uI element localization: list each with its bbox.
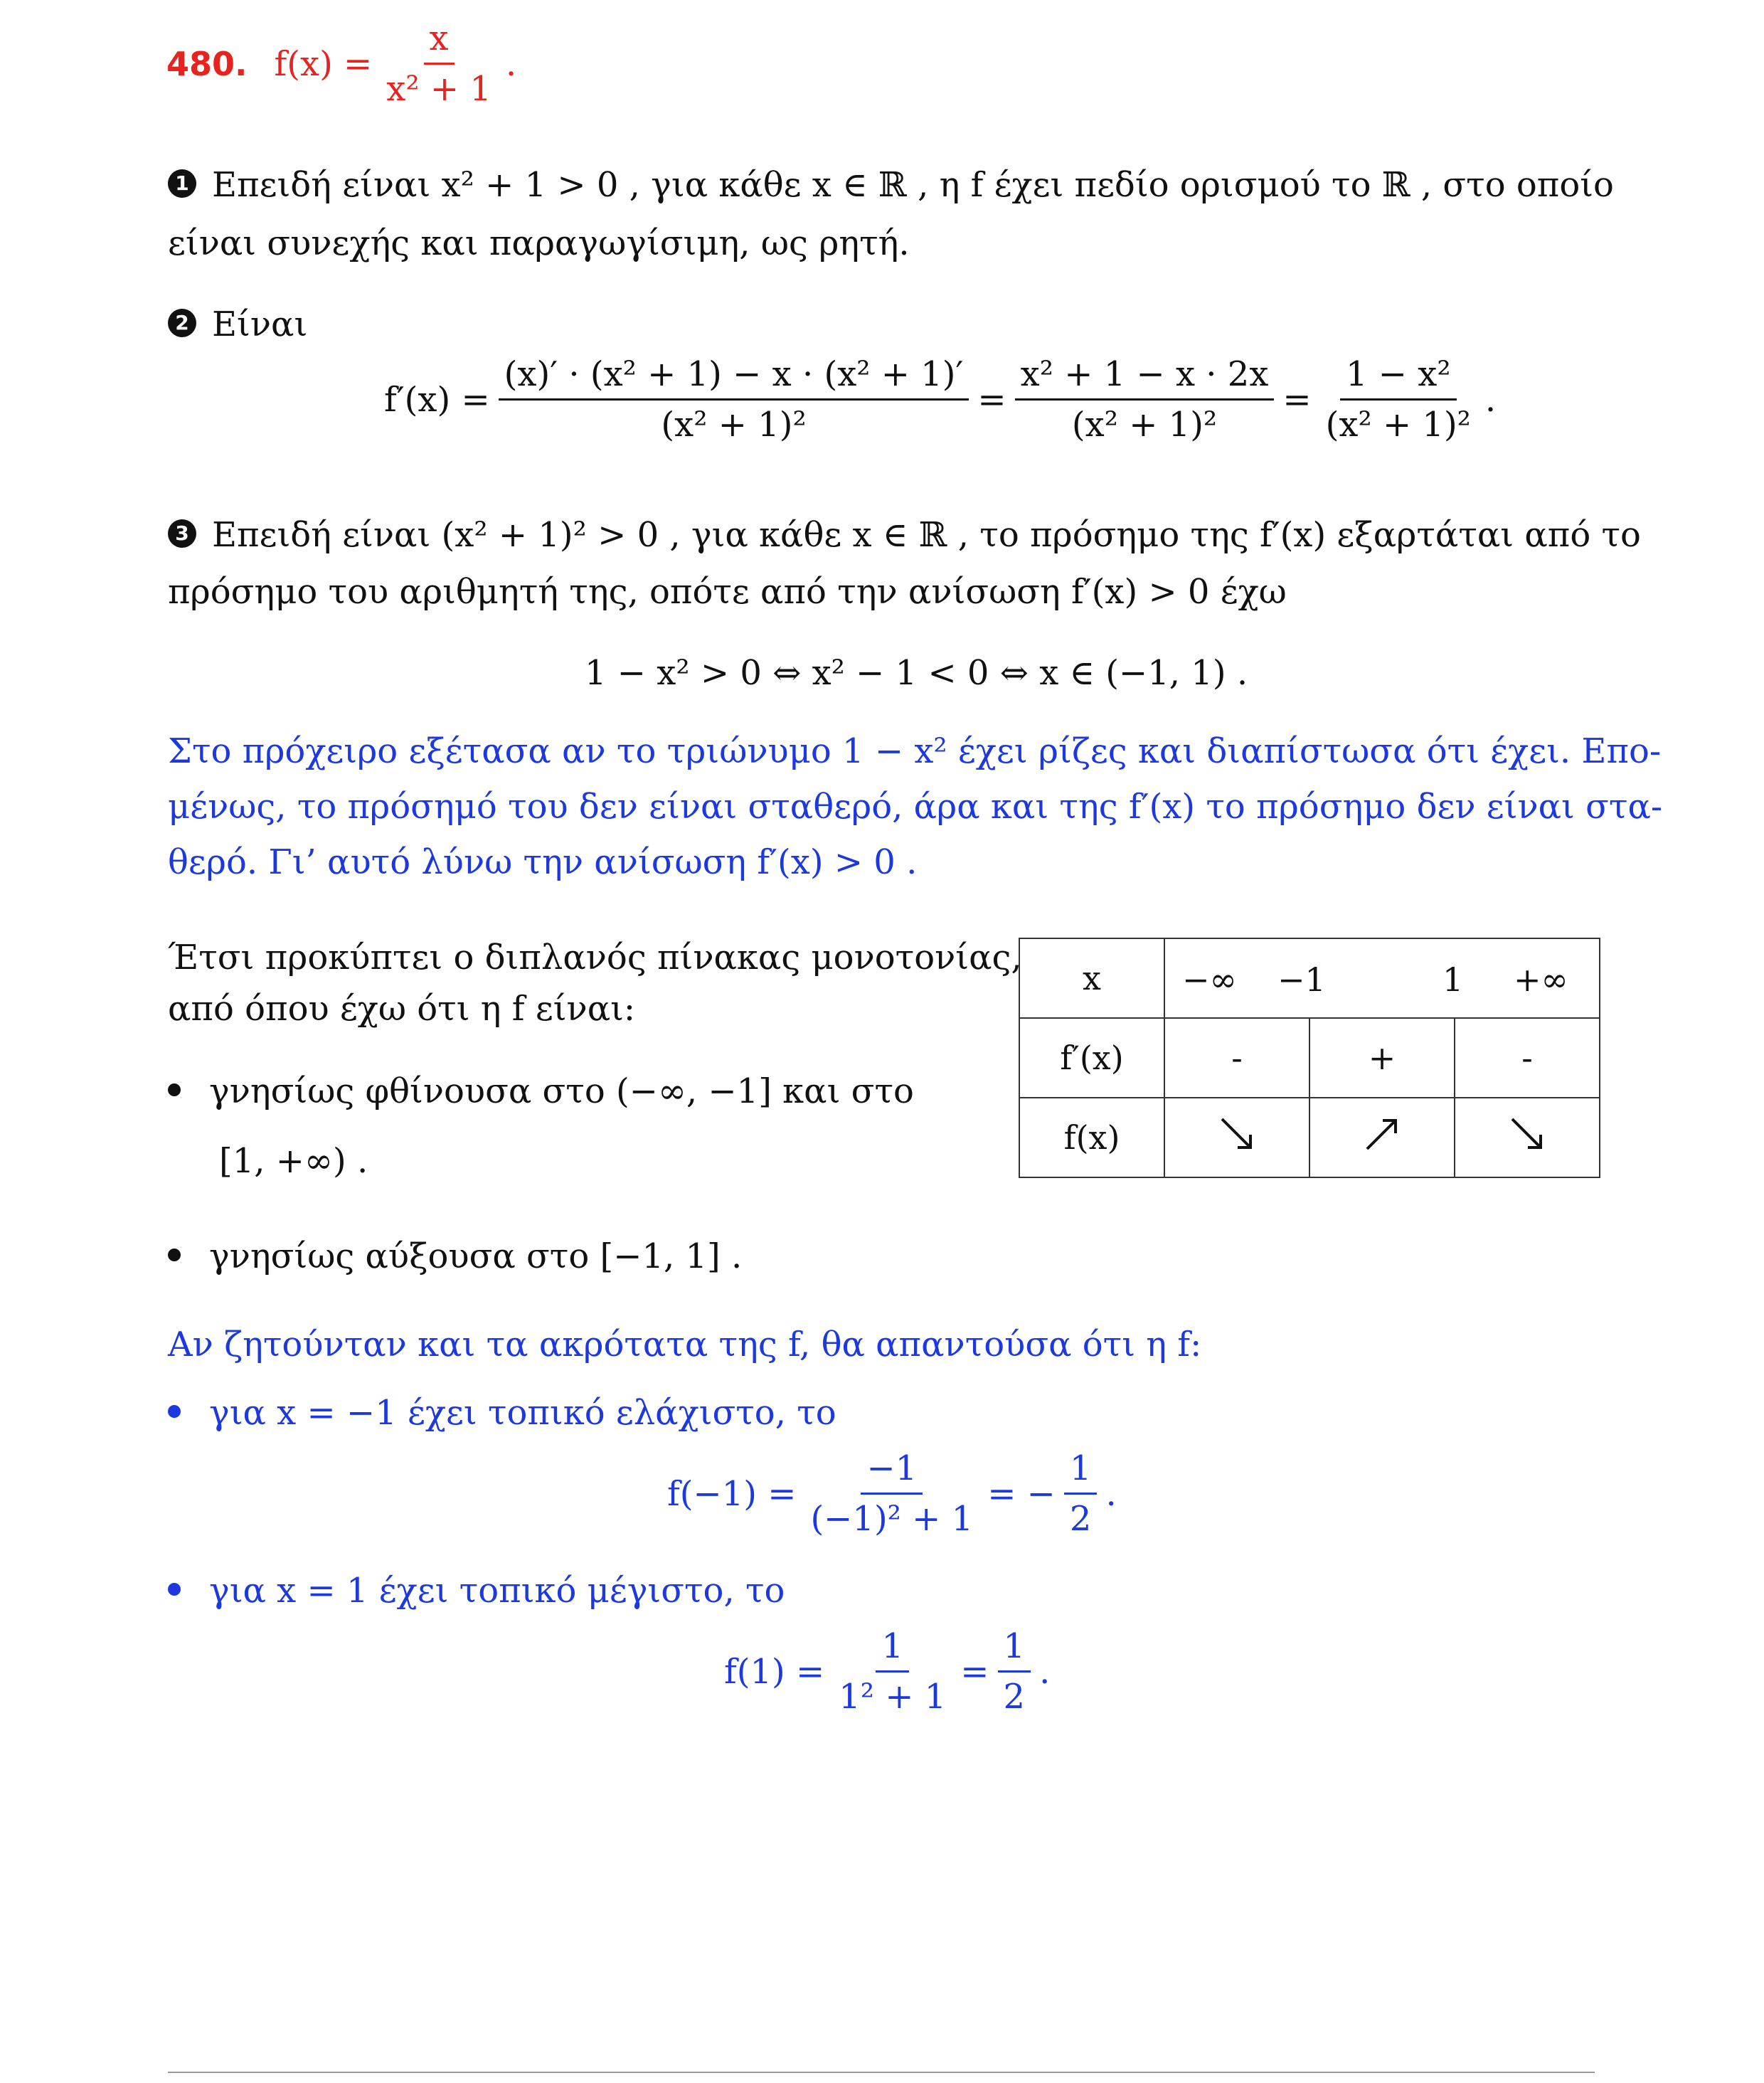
derivative-period: . xyxy=(1484,379,1497,420)
inequality-solution: 1 − x² > 0 ⇔ x² − 1 < 0 ⇔ x ∈ (−1, 1) . xyxy=(585,653,1248,693)
min-numerator: −1 xyxy=(861,1451,923,1495)
trend-cell xyxy=(1455,1098,1600,1177)
fraction-1-numerator: (x)′ · (x² + 1) − x · (x² + 1)′ xyxy=(499,357,969,401)
step1-badge: 1 xyxy=(168,169,196,198)
equals-sign: = xyxy=(1282,379,1312,420)
maximum-equation xyxy=(724,1626,1051,1717)
sign-cell: - xyxy=(1164,1018,1309,1098)
function-denominator: x² + 1 xyxy=(386,69,492,109)
monotonicity-line1: Έτσι προκύπτει ο διπλανός πίνακας μονοτονίας, xyxy=(168,938,1022,977)
table-header-x: x xyxy=(1019,938,1164,1018)
table-header-fprime: f′(x) xyxy=(1019,1018,1164,1098)
fraction-3-numerator: 1 − x² xyxy=(1340,357,1457,401)
monotonicity-table xyxy=(1019,938,1600,1178)
max-period: . xyxy=(1039,1651,1051,1692)
step3-text1: Επειδή είναι (x² + 1)² > 0 , για κάθε x ∈ ℝ , το πρόσημο της f′(x) εξαρτάται από το xyxy=(212,515,1641,555)
decreasing-item xyxy=(168,1071,914,1111)
max-result-fraction xyxy=(998,1626,1031,1717)
bullet-icon xyxy=(168,1583,181,1596)
bullet-icon xyxy=(168,1405,181,1418)
derivative-fraction-2 xyxy=(1015,354,1275,445)
max-result-denominator: 2 xyxy=(1003,1677,1026,1717)
footer-divider xyxy=(168,2072,1595,2073)
x-value-one: 1 xyxy=(1442,960,1464,999)
min-equals: = − xyxy=(987,1473,1056,1514)
max-numerator: 1 xyxy=(876,1629,909,1673)
min-fraction xyxy=(804,1448,979,1539)
function-numerator: x xyxy=(424,21,455,65)
fraction-1-denominator: (x² + 1)² xyxy=(661,405,807,445)
monotonicity-line2: από όπου έχω ότι η f είναι: xyxy=(168,989,636,1029)
fraction-2-numerator: x² + 1 − x · 2x xyxy=(1015,357,1275,401)
max-result-numerator: 1 xyxy=(998,1629,1031,1673)
header-period: . xyxy=(505,43,517,84)
trend-cell xyxy=(1164,1098,1309,1177)
problem-number: 480. xyxy=(166,44,248,83)
increasing-text: γνησίως αύξουσα στο [−1, 1] . xyxy=(209,1236,743,1276)
step2-badge: 2 xyxy=(168,309,196,337)
table-row-f xyxy=(1019,1098,1600,1177)
sign-cell: + xyxy=(1309,1018,1455,1098)
min-result-denominator: 2 xyxy=(1069,1499,1092,1539)
table-header-f: f(x) xyxy=(1019,1098,1164,1177)
x-value-neg-inf: −∞ xyxy=(1182,960,1237,999)
note-line3: θερό. Γι’ αυτό λύνω την ανίσωση f′(x) > 0 . xyxy=(168,842,918,882)
step1-line2: είναι συνεχής και παραγωγίσιμη, ως ρητή. xyxy=(168,223,910,263)
minimum-equation xyxy=(667,1448,1117,1539)
minimum-item xyxy=(168,1393,836,1433)
minimum-text: για x = −1 έχει τοπικό ελάχιστο, το xyxy=(209,1393,836,1433)
arrow-down-right-icon xyxy=(1502,1109,1552,1159)
min-result-numerator: 1 xyxy=(1064,1451,1098,1495)
max-denominator: 1² + 1 xyxy=(839,1677,947,1717)
max-lhs: f(1) = xyxy=(724,1651,825,1692)
extrema-intro: Αν ζητούνταν και τα ακρότατα της f, θα απαντούσα ότι η f: xyxy=(168,1325,1202,1364)
sign-cell: - xyxy=(1455,1018,1600,1098)
table-x-values xyxy=(1164,938,1600,1018)
fraction-2-denominator: (x² + 1)² xyxy=(1071,405,1218,445)
min-result-fraction xyxy=(1064,1448,1098,1539)
derivative-equation xyxy=(384,354,1497,445)
step2-intro: Είναι xyxy=(212,304,308,344)
step1-line1 xyxy=(168,165,1614,205)
problem-header xyxy=(166,18,517,109)
x-value-pos-inf: +∞ xyxy=(1514,960,1568,999)
function-fraction xyxy=(381,18,497,109)
fraction-3-denominator: (x² + 1)² xyxy=(1325,405,1471,445)
bullet-icon xyxy=(168,1083,181,1096)
function-definition: f(x) = xyxy=(274,43,373,84)
table-row-x xyxy=(1019,938,1600,1018)
decreasing-item-cont: [1, +∞) . xyxy=(219,1141,368,1181)
equals-sign: = xyxy=(977,379,1006,420)
min-period: . xyxy=(1105,1473,1117,1514)
derivative-lhs: f′(x) = xyxy=(384,379,490,420)
min-denominator: (−1)² + 1 xyxy=(810,1499,974,1539)
step3-line1 xyxy=(168,515,1641,555)
note-line1: Στο πρόχειρο εξέτασα αν το τριώνυμο 1 − x² έχει ρίζες και διαπίστωσα ότι έχει. Επο- xyxy=(168,731,1662,771)
trend-cell xyxy=(1309,1098,1455,1177)
derivative-fraction-3 xyxy=(1320,354,1477,445)
max-equals: = xyxy=(960,1651,989,1692)
table-row-fprime xyxy=(1019,1018,1600,1098)
arrow-down-right-icon xyxy=(1212,1109,1262,1159)
step2-intro-line xyxy=(168,304,308,344)
step1-text1: Επειδή είναι x² + 1 > 0 , για κάθε x ∈ ℝ , η f έχει πεδίο ορισμού το ℝ , στο οποίο xyxy=(212,165,1614,205)
increasing-item xyxy=(168,1236,743,1276)
x-value-neg-one: −1 xyxy=(1277,960,1326,999)
step3-line2: πρόσημο του αριθμητή της, οπότε από την ανίσωση f′(x) > 0 έχω xyxy=(168,572,1287,612)
min-lhs: f(−1) = xyxy=(667,1473,797,1514)
maximum-item xyxy=(168,1571,785,1611)
maximum-text: για x = 1 έχει τοπικό μέγιστο, το xyxy=(209,1571,785,1611)
max-fraction xyxy=(833,1626,952,1717)
bullet-icon xyxy=(168,1249,181,1261)
arrow-up-right-icon xyxy=(1357,1109,1407,1159)
decreasing-text: γνησίως φθίνουσα στο (−∞, −1] και στο xyxy=(209,1071,914,1111)
derivative-fraction-1 xyxy=(499,354,969,445)
note-line2: μένως, το πρόσημό του δεν είναι σταθερό, άρα και της f′(x) το πρόσημο δεν είναι στα- xyxy=(168,787,1663,827)
step3-badge: 3 xyxy=(168,519,196,548)
